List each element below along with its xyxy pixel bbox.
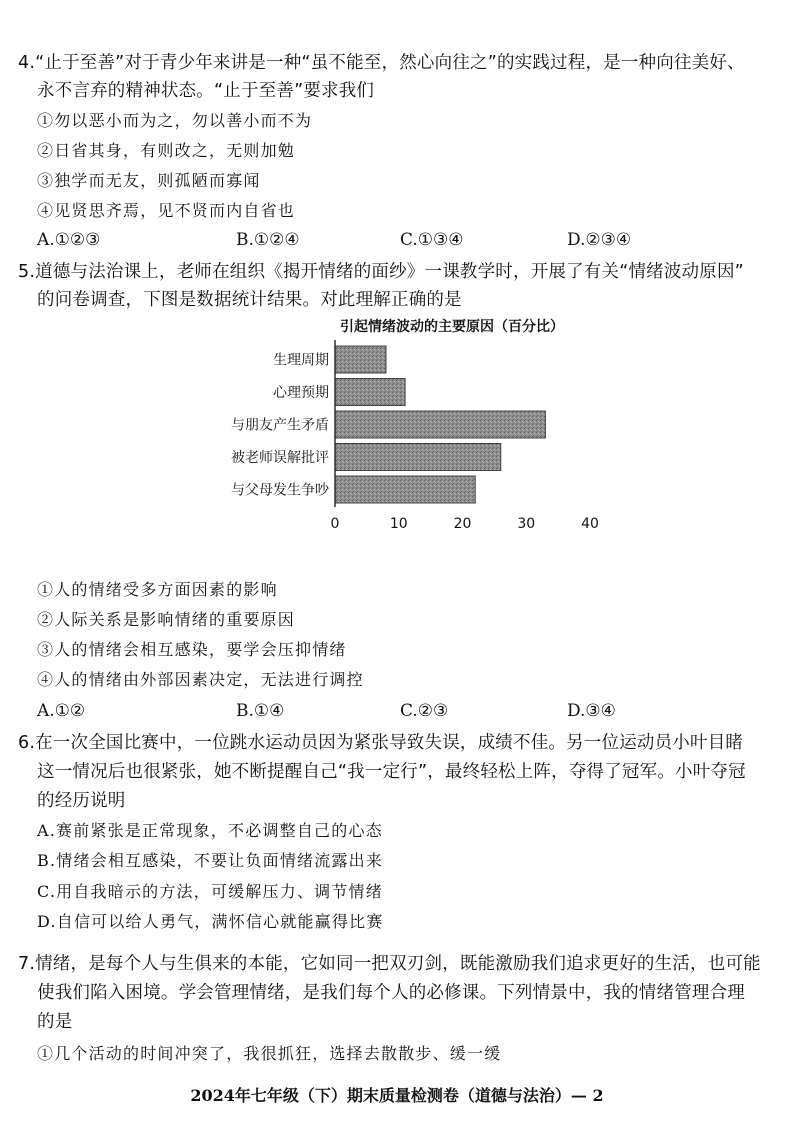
q4-option-c: C.①③④ (400, 230, 464, 250)
q5-statement-4: ④人的情绪由外部因素决定，无法进行调控 (37, 670, 364, 689)
chart-title: 引起情绪波动的主要原因（百分比） (340, 319, 564, 335)
q5-option-d: D.③④ (567, 701, 616, 721)
q5-option-c: C.②③ (400, 701, 449, 721)
q6-option-d: D.自信可以给人勇气，满怀信心就能赢得比赛 (37, 912, 384, 931)
q4-statement-1: ①勿以恶小而为之，勿以善小而不为 (37, 111, 313, 130)
x-tick-label-40: 40 (581, 516, 599, 532)
bar-4 (335, 444, 501, 471)
q4-stem-line2: 永不言弃的精神状态。“止于至善”要求我们 (37, 81, 375, 101)
q5-statement-1: ①人的情绪受多方面因素的影响 (37, 580, 278, 599)
q6-option-b: B.情绪会相互感染，不要让负面情绪流露出来 (37, 851, 384, 870)
x-tick-label-0: 0 (330, 516, 340, 532)
x-tick-label-10: 10 (389, 516, 408, 532)
q4-statement-4: ④见贤思齐焉，见不贤而内自省也 (37, 201, 296, 220)
category-label-4: 被老师误解批评 (231, 450, 329, 466)
q4-option-b: B.①②④ (236, 230, 300, 250)
category-label-5: 与父母发生争吵 (231, 482, 329, 499)
q7-stem-line1: 7.情绪，是每个人与生俱来的本能，它如同一把双刃剑，既能激励我们追求更好的生活，也可能 (18, 954, 761, 974)
q5-statement-2: ②人际关系是影响情绪的重要原因 (37, 610, 296, 629)
q4-statement-3: ③独学而无友，则孤陋而寡闻 (37, 171, 261, 190)
bar-3 (335, 411, 545, 438)
q6-stem-line2: 这一情况后也很紧张，她不断提醒自己“我一定行”，最终轻松上阵，夺得了冠军。小叶夺冠 (37, 762, 746, 782)
q5-option-a: A.①② (37, 701, 86, 721)
q7-stem-line2: 使我们陷入困境。学会管理情绪，是我们每个人的必修课。下列情景中，我的情绪管理合理 (37, 983, 745, 1003)
q4-stem-line1: 4.“止于至善”对于青少年来讲是一种“虽不能至，然心向往之”的实践过程，是一种向往美好、 (18, 53, 745, 73)
q6-option-c: C.用自我暗示的方法，可缓解压力、调节情绪 (37, 882, 383, 901)
q6-option-a: A.赛前紧张是正常现象，不必调整自己的心态 (37, 821, 383, 840)
bar-2 (335, 379, 405, 406)
category-label-2: 心理预期 (273, 385, 329, 401)
q5-statement-3: ③人的情绪会相互感染，要学会压抑情绪 (37, 640, 347, 659)
q4-statement-2: ②日省其身，有则改之，无则加勉 (37, 141, 296, 160)
q4-option-a: A.①②③ (37, 230, 101, 250)
bar-5 (335, 476, 475, 503)
q6-stem-line1: 6.在一次全国比赛中，一位跳水运动员因为紧张导致失误，成绩不佳。另一位运动员小叶目睹 (18, 733, 744, 753)
q4-option-d: D.②③④ (567, 230, 632, 250)
q5-stem-line1: 5.道德与法治课上，老师在组织《揭开情绪的面纱》一课教学时，开展了有关“情绪波动原因” (18, 262, 744, 282)
x-tick-label-30: 30 (517, 516, 536, 532)
q5-stem-line2: 的问卷调查，下图是数据统计结果。对此理解正确的是 (37, 290, 462, 310)
category-label-3: 与朋友产生矛盾 (231, 417, 329, 434)
q6-stem-line3: 的经历说明 (37, 791, 126, 811)
q5-option-b: B.①④ (236, 701, 285, 721)
category-label-1: 生理周期 (273, 352, 329, 369)
x-tick-label-20: 20 (453, 516, 472, 532)
page-footer: 2024年七年级（下）期末质量检测卷（道德与法治）— 2 (190, 1086, 604, 1105)
q7-stem-line3: 的是 (37, 1012, 73, 1032)
bar-1 (335, 346, 386, 373)
q7-statement-1: ①几个活动的时间冲突了，我很抓狂，选择去散散步、缓一缓 (37, 1044, 502, 1063)
